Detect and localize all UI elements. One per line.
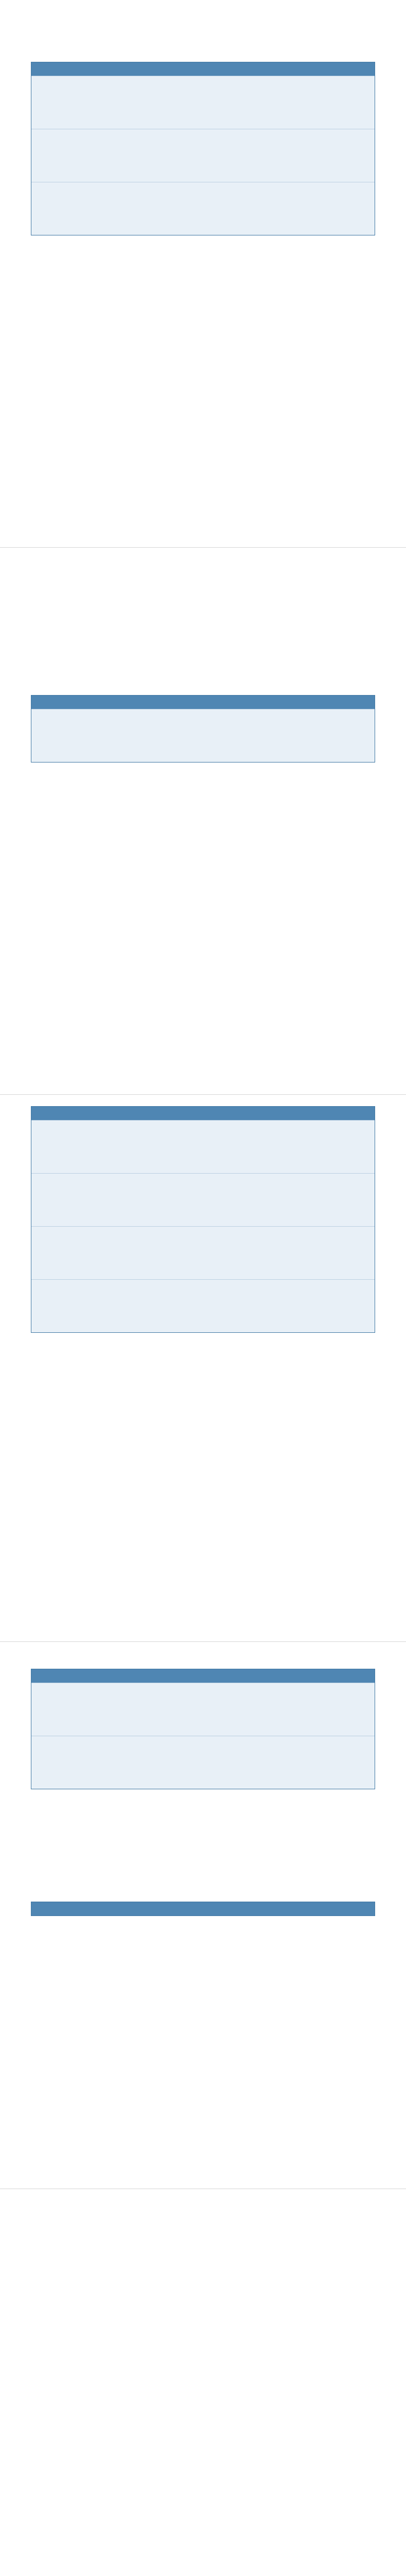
page-number	[0, 501, 406, 511]
project-box-item-text	[38, 1698, 368, 1732]
document-page	[0, 547, 406, 1094]
page-number	[0, 2142, 406, 2153]
project-box-item-title	[38, 132, 368, 144]
page-number	[0, 1595, 406, 1605]
body-paragraph	[31, 1875, 375, 1890]
project-box	[31, 1669, 375, 1789]
body-paragraph	[31, 35, 375, 50]
project-box-item-title	[38, 1177, 368, 1188]
body-paragraph	[31, 668, 375, 684]
project-box-item-title	[38, 1124, 368, 1135]
body-paragraph	[31, 321, 375, 336]
project-box-item-text	[38, 1294, 368, 1328]
body-paragraph	[31, 618, 375, 633]
project-box-title	[31, 696, 375, 709]
project-box-item	[31, 182, 375, 235]
project-box	[31, 62, 375, 235]
section-heading	[31, 648, 375, 662]
project-box-item	[31, 129, 375, 182]
section-heading	[31, 1804, 375, 1818]
project-box-title	[31, 1669, 375, 1683]
project-box-item-text	[38, 1135, 368, 1169]
project-box-item-text	[38, 144, 368, 178]
section-heading	[31, 1347, 375, 1362]
project-box-item-text	[38, 1751, 368, 1785]
project-box-item-title	[38, 1283, 368, 1294]
project-box-item-title	[38, 1739, 368, 1751]
body-paragraph	[31, 270, 375, 286]
body-paragraph	[31, 1368, 375, 1383]
body-paragraph	[31, 598, 375, 614]
document-page	[0, 1094, 406, 1641]
project-box-item	[31, 1226, 375, 1279]
section-heading	[31, 250, 375, 264]
project-box-item-title	[38, 79, 368, 91]
section-heading	[31, 578, 375, 592]
body-paragraph	[31, 1387, 375, 1403]
project-box-item-text	[38, 1188, 368, 1222]
project-box-title	[31, 1107, 375, 1120]
project-box-item-title	[38, 713, 368, 724]
project-box-item-text	[38, 724, 368, 758]
section-heading	[31, 1854, 375, 1869]
project-box-item	[31, 1279, 375, 1332]
project-box-item	[31, 76, 375, 129]
project-box-title	[31, 62, 375, 76]
project-box-item	[31, 1736, 375, 1789]
document-page	[0, 0, 406, 547]
project-box-item-title	[38, 185, 368, 197]
body-paragraph	[31, 2189, 375, 2205]
project-box-item	[31, 1173, 375, 1226]
project-box-item-text	[38, 197, 368, 231]
page-number	[0, 1048, 406, 1058]
section-heading	[31, 14, 375, 29]
project-box-item-text	[38, 1241, 368, 1275]
section-heading	[31, 300, 375, 315]
body-paragraph	[31, 1642, 375, 1657]
project-box-item	[31, 709, 375, 762]
body-paragraph	[31, 1824, 375, 1840]
project-box-item-title	[38, 1230, 368, 1241]
document-page	[0, 2189, 406, 2576]
project-box	[31, 1902, 375, 1916]
project-box-item	[31, 1120, 375, 1173]
project-box-item-text	[38, 91, 368, 125]
project-box-item-title	[38, 1686, 368, 1698]
body-paragraph	[31, 548, 375, 563]
project-box-title	[31, 1902, 375, 1916]
project-box	[31, 1106, 375, 1333]
project-box-item	[31, 1683, 375, 1736]
document-page	[0, 1641, 406, 2189]
project-box	[31, 695, 375, 762]
